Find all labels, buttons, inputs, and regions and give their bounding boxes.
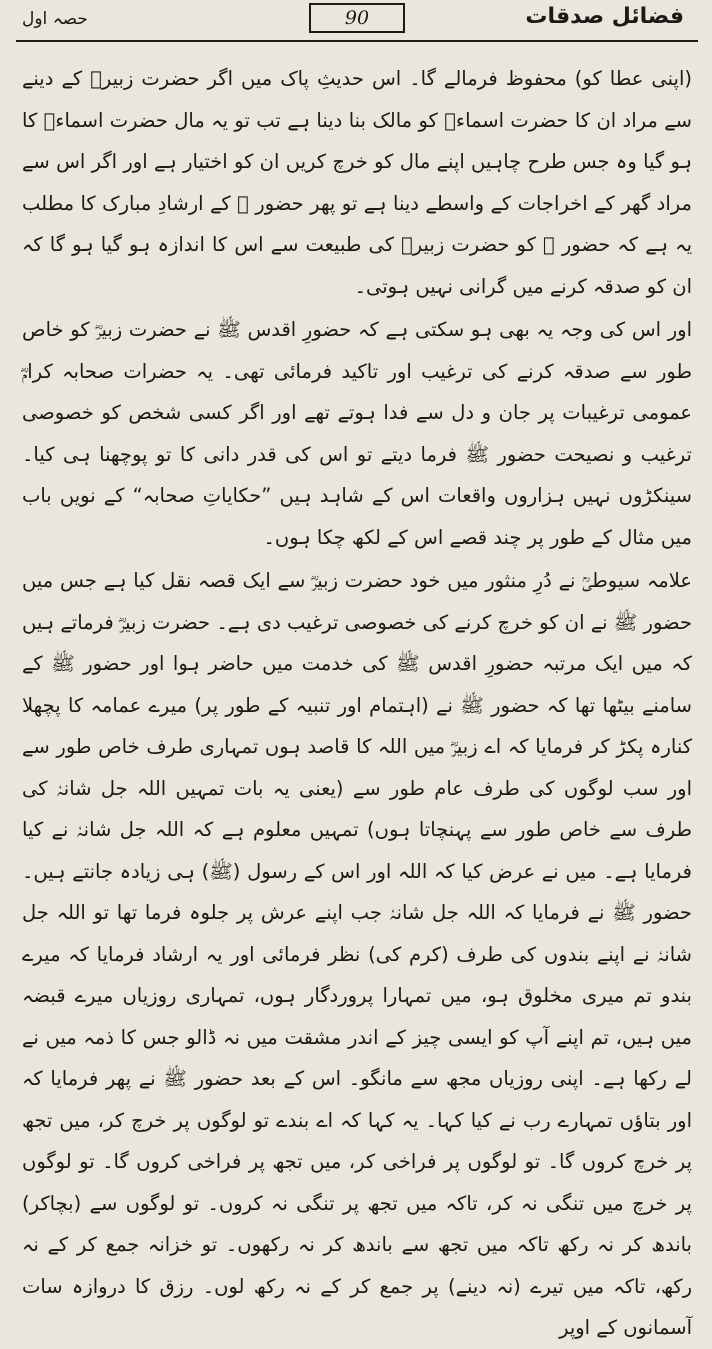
paragraph-3: علامہ سیوطیؒ نے دُرِ منثور میں خود حضرت زبیرؓ سے ایک قصہ نقل کیا ہے جس میں حضور ﷺ نے ان کو خرچ کرنے کی خصوصی ترغیب دی ہے۔ حضرت زبیرؓ فرماتے ہیں کہ میں ایک مرتبہ حضورِ اقدس ﷺ کی خدمت میں حاضر ہوا اور حضور ﷺ کے سامنے بیٹھا تھا کہ حضور ﷺ نے (اہتمام اور تنبیہ کے طور پر) میرے عمامہ کا پچھلا کنارہ پکڑ کر فرمایا کہ اے زبیرؓ میں اللہ کا قاصد ہوں تمہاری طرف خاص طور سے اور سب لوگوں کی طرف عام طور سے (یعنی یہ بات تمہیں اللہ جل شانہٗ کی طرف سے خاص طور سے پہنچاتا ہوں) تمہیں معلوم ہے کہ اللہ جل شانہٗ نے کیا فرمایا ہے۔ میں نے عرض کیا کہ اللہ اور اس کے رسول (ﷺ) ہی زیادہ جانتے ہیں۔ حضور ﷺ نے فرمایا کہ اللہ جل شانہٗ جب اپنے عرش پر جلوہ فرما تھا تو اللہ جل شانہٗ نے اپنے بندوں کی طرف (کرم کی) نظر فرمائی اور یہ ارشاد فرمایا کہ میرے بندو تم میری مخلوق ہو، میں تمہارا پروردگار ہوں، تمہاری روزیاں میرے قبضہ میں ہیں، تم اپنے آپ کو ایسی چیز کے اندر مشقت میں نہ ڈالو جس کا ذمہ میں نے لے رکھا ہے۔ اپنی روزیاں مجھ سے مانگو۔ اس کے بعد حضور ﷺ نے پھر فرمایا کہ اور بتاؤں تمہارے رب نے کیا کہا۔ یہ کہا کہ اے بندے تو لوگوں پر خرچ کر، میں تجھ پر خرچ کروں گا۔ تو لوگوں پر فراخی کر، میں تجھ پر فراخی کروں گا۔ تو لوگوں پر خرچ میں تنگی نہ کر، تاکہ میں تجھ پر تنگی نہ کروں۔ تو لوگوں سے (بچاکر) باندھ کر نہ رکھ تاکہ میں تجھ سے باندھ کر نہ رکھوں۔ تو خزانہ جمع کر کے نہ رکھ، تاکہ میں تیرے (نہ دینے) پر جمع کر کے نہ رکھ لوں۔ رزق کا دروازہ سات آسمانوں کے اوپر <box>22 569 692 1339</box>
part-label: حصہ اول <box>22 9 88 29</box>
page-number: 90 <box>309 3 405 33</box>
page-body <box>16 44 698 1349</box>
paragraph-2: اور اس کی وجہ یہ بھی ہو سکتی ہے کہ حضورِ اقدس ﷺ نے حضرت زبیرؓ کو خاص طور سے صدقہ کرنے کی ترغیب اور تاکید فرمائی تھی۔ یہ حضرات صحابہ کرامؓ عمومی ترغیبات پر جان و دل سے فدا ہوتے تھے اور اگر کسی شخص کو خصوصی ترغیب و نصیحت حضور ﷺ فرما دیتے تو اس کی قدر دانی کا تو پوچھنا ہی کیا۔ سینکڑوں نہیں ہزاروں واقعات اس کے شاہد ہیں ”حکایاتِ صحابہ“ کے نویں باب میں مثال کے طور پر چند قصے اس کے لکھ چکا ہوں۔ <box>22 318 692 549</box>
paragraph-1: (اپنی عطا کو) محفوظ فرمالے گا۔ اس حدیثِ پاک میں اگر حضرت زبیرؓ کے دینے سے مراد ان کا حضرت اسماءؓ کو مالک بنا دینا ہے تب تو یہ مال حضرت اسماءؓ کا ہو گیا وہ جس طرح چاہیں اپنے مال کو خرچ کریں ان کو اختیار ہے اور اگر اس سے مراد گھر کے اخراجات کے واسطے دینا ہے تو پھر حضور ﷺ کے ارشادِ مبارک کا مطلب یہ ہے کہ حضور ﷺ کو حضرت زبیرؓ کی طبیعت سے اس کا اندازہ ہو گیا ہو گا کہ ان کو صدقہ کرنے میں گرانی نہیں ہوتی۔ <box>22 67 692 298</box>
page-header <box>16 0 698 44</box>
header-rule <box>16 40 698 42</box>
book-title: فضائل صدقات <box>525 4 684 29</box>
